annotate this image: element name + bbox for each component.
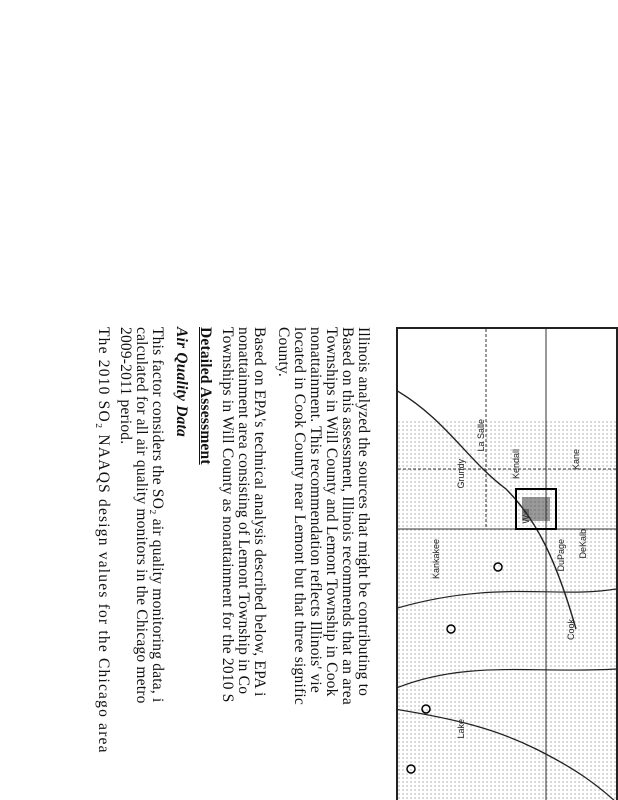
label-kendall: Kendall	[511, 449, 521, 480]
para1-line-3: Townships in Will County and Lemont Township in Cook	[323, 327, 340, 697]
label-grundy: Grundy	[456, 459, 466, 489]
para3-line-1: This factor considers the SO₂ air quality monitoring data, i	[149, 327, 166, 703]
shaded-region	[396, 419, 616, 800]
county-map-graphic	[396, 329, 616, 800]
para2-line-3: Townships in Will County as nonattainment for the 2010 S	[219, 327, 236, 703]
para1-line-6: County.	[275, 327, 292, 377]
label-lake: Lake	[456, 719, 466, 739]
detailed-assessment-heading: Detailed Assessment	[197, 327, 214, 465]
para1-line-2: Based on this assessment, Illinois recommends that an area	[339, 327, 356, 705]
para1-line-5: located in Cook County near Lemont but that three signific	[291, 327, 308, 705]
para2-line-2: nonattainment area consisting of Lemont Township in Co	[235, 327, 252, 695]
label-will: Will	[521, 509, 531, 524]
para2-line-1: Based on EPA's technical analysis described below, EPA i	[251, 327, 268, 697]
para4-line-1: The 2010 SO₂ NAAQS design values for the Chicago area	[95, 327, 112, 754]
label-lasalle: La Salle	[476, 419, 486, 452]
label-dekalb: DeKalb	[578, 529, 588, 559]
label-kane: Kane	[571, 449, 581, 471]
para1-line-4: nonattainment. This recommendation reflects Illinois' vie	[307, 327, 324, 694]
para1-line-1: Illinois analyzed the sources that might be contributing to	[355, 327, 372, 697]
county-map-figure	[396, 327, 618, 800]
para3-line-2: calculated for all air quality monitors in the Chicago metro	[133, 327, 150, 704]
label-kankakee: Kankakee	[431, 539, 441, 580]
para3-line-3: 2009-2011 period.	[117, 327, 134, 445]
label-dupage: DuPage	[556, 539, 566, 572]
air-quality-data-heading: Air Quality Data	[173, 327, 190, 437]
label-cook: Cook	[566, 619, 576, 641]
